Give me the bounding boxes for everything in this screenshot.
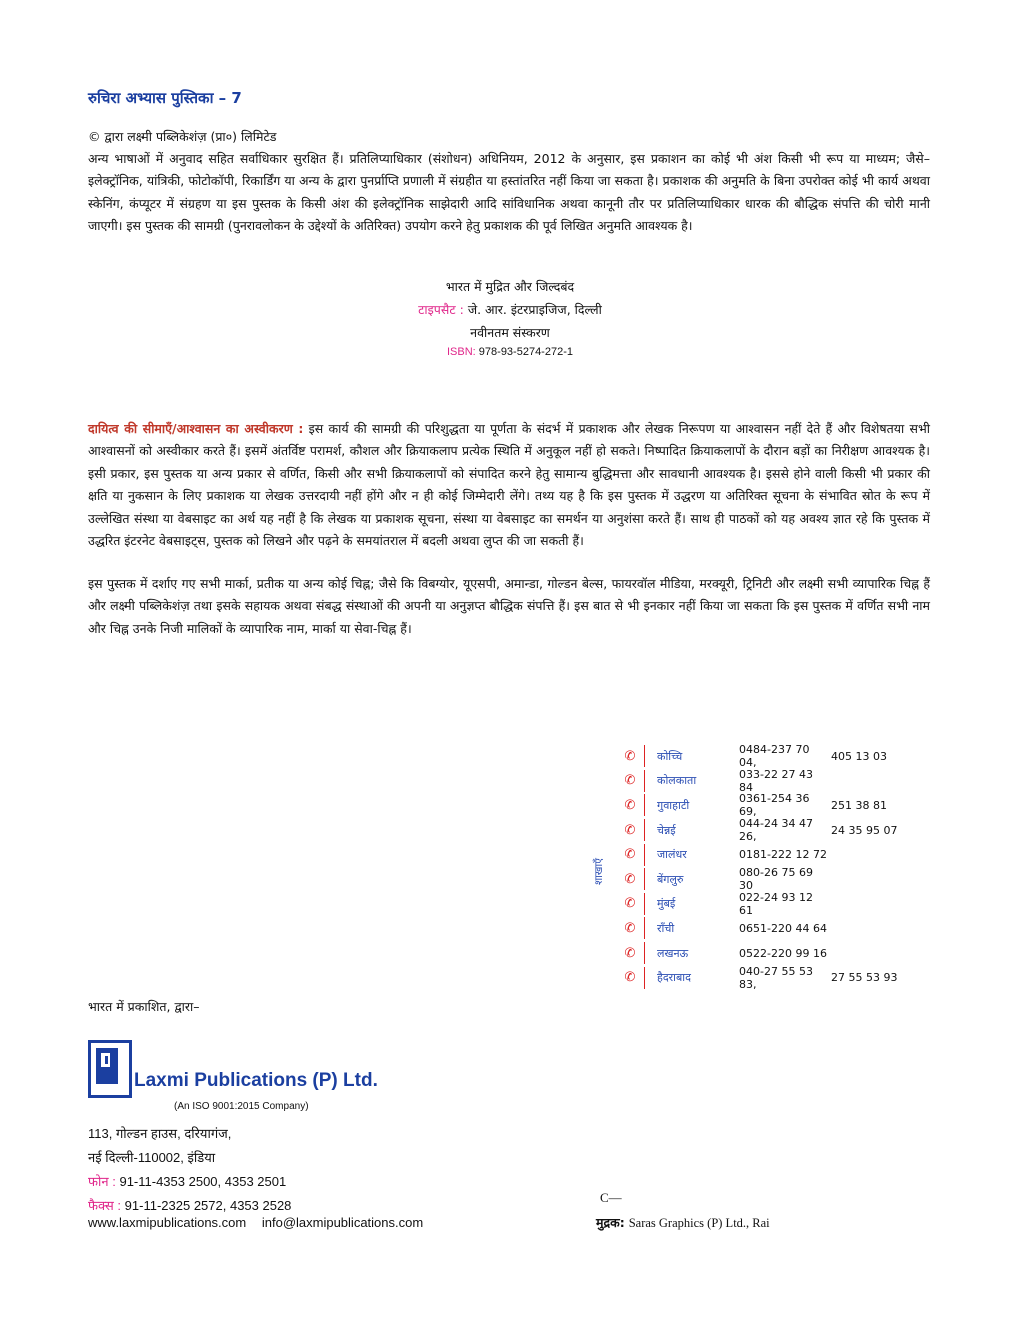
phone-value: 91-11-4353 2500, 4353 2501 bbox=[119, 1174, 287, 1189]
branch-phone: 080-26 75 69 30 bbox=[739, 866, 813, 893]
branch-phone: 0181-222 12 72 bbox=[739, 848, 827, 862]
typeset-value: जे. आर. इंटरप्राइजिज, दिल्ली bbox=[467, 302, 602, 317]
branch-city: राँची bbox=[657, 921, 675, 935]
fax-label: फैक्स : bbox=[88, 1198, 122, 1213]
phone-icon: ✆ bbox=[616, 942, 645, 964]
disclaimer-heading: दायित्व की सीमाएँ/आश्वासन का अस्वीकरण : bbox=[88, 421, 304, 436]
branch-city: कोच्चि bbox=[657, 749, 683, 763]
web-line bbox=[88, 1215, 423, 1230]
phone-line bbox=[88, 1172, 286, 1190]
edition: नवीनतम संस्करण bbox=[470, 325, 550, 340]
printer-line bbox=[596, 1214, 770, 1231]
printer-value: Saras Graphics (P) Ltd., Rai bbox=[628, 1216, 770, 1230]
email-link[interactable]: info@laxmipublications.com bbox=[261, 1215, 424, 1230]
fax-value: 91-11-2325 2572, 4353 2528 bbox=[124, 1198, 292, 1213]
branches-label: शाखाएँ bbox=[593, 858, 605, 886]
branch-phone: 0522-220 99 16 bbox=[739, 946, 827, 960]
isbn-line bbox=[300, 346, 720, 358]
branch-row bbox=[616, 793, 916, 818]
branch-row bbox=[616, 818, 916, 843]
branch-phone-2: 251 38 81 bbox=[831, 798, 887, 812]
phone-icon: ✆ bbox=[616, 819, 645, 841]
phone-icon: ✆ bbox=[616, 893, 645, 915]
branch-row bbox=[616, 965, 916, 990]
copyright-text: अन्य भाषाओं में अनुवाद सहित सर्वाधिकार सुरक्षित हैं। प्रतिलिप्याधिकार (संशोधन) अधिनियम, 2012 के अनुसार, इस प्रकाशन का कोई भी अंश किसी भी रूप या माध्यम; जैसे–इलेक्ट्रॉनिक, यांत्रिकी, फोटोकॉपी, रिकार्डिंग या अन्य के द्वारा पुनर्प्राप्ति प्रणाली में संग्रहीत या हस्तांतरित नहीं किया जा सकता है। प्रकाशक की अनुमति के बिना उपरोक्त कोई भी कार्य अथवा स्केनिंग, कंप्यूटर में संग्रहण या इस पुस्तक के किसी अंश की इलेक्ट्रॉनिक साझेदारी आदि सांविधानिक अथवा कानूनी तौर पर प्रतिलिप्याधिकार धारक की बौद्धिक संपत्ति की चोरी मानी जाएगी। इस पुस्तक की सामग्री (पुनरावलोकन के उद्देश्यों के अतिरिक्त) उपयोग करने हेतु प्रकाशक की पूर्व लिखित अनुमति आवश्यक है। bbox=[88, 151, 930, 234]
fax-line bbox=[88, 1196, 291, 1214]
printer-label: मुद्रक: bbox=[596, 1215, 625, 1230]
branch-phone-2: 27 55 53 93 bbox=[831, 971, 898, 985]
typeset-line bbox=[300, 301, 720, 318]
branch-phone: 033-22 27 43 84 bbox=[739, 767, 813, 794]
phone-icon: ✆ bbox=[616, 844, 645, 866]
isbn-value: 978-93-5274-272-1 bbox=[478, 346, 573, 358]
branch-phone-2: 405 13 03 bbox=[831, 749, 887, 763]
branch-row bbox=[616, 769, 916, 794]
branch-city: चेन्नई bbox=[657, 823, 676, 837]
branch-row bbox=[616, 916, 916, 941]
branch-row bbox=[616, 941, 916, 966]
printed-in-india: भारत में मुद्रित और जिल्दबंद bbox=[445, 279, 575, 294]
copyright-line: © द्वारा लक्ष्मी पब्लिकेशंज़ (प्रा०) लिमिटेड bbox=[88, 129, 277, 144]
branch-city: मुंबई bbox=[657, 897, 676, 911]
phone-icon: ✆ bbox=[616, 917, 645, 939]
phone-icon: ✆ bbox=[616, 868, 645, 890]
branch-phone: 0651-220 44 64 bbox=[739, 921, 827, 935]
phone-icon: ✆ bbox=[616, 745, 645, 767]
published-by: भारत में प्रकाशित, द्वारा– bbox=[88, 999, 200, 1014]
phone-icon: ✆ bbox=[616, 794, 645, 816]
branch-city: कोलकाता bbox=[657, 774, 697, 788]
phone-icon: ✆ bbox=[616, 967, 645, 989]
branch-city: हैदराबाद bbox=[657, 971, 692, 985]
phone-label: फोन : bbox=[88, 1174, 116, 1189]
branch-city: बेंगलुरु bbox=[657, 872, 684, 886]
branch-phone: 0361-254 36 69, bbox=[739, 792, 810, 819]
publisher-logo bbox=[88, 1040, 132, 1098]
trademark-text: इस पुस्तक में दर्शाए गए सभी मार्का, प्रतीक या अन्य कोई चिह्न; जैसे कि विबग्योर, यूएसपी, अमान्डा, गोल्डन बेल्स, फायरवॉल मीडिया, मरक्यूरी, ट्रिनिटी और लक्ष्मी सभी व्यापारिक चिह्न हैं और लक्ष्मी पब्लिकेशंज़ तथा इसके सहायक अथवा संबद्ध संस्थाओं की अपनी या अनुज्ञप्त बौद्धिक संपत्ति हैं। इस बात से भी इनकार नहीं किया जा सकता कि इस पुस्तक में वर्णित सभी नाम और चिह्न उनके निजी मालिकों के व्यापारिक नाम, मार्का या सेवा-चिह्न हैं। bbox=[88, 576, 930, 636]
branch-city: गुवाहाटी bbox=[657, 798, 690, 812]
iso-note: (An ISO 9001:2015 Company) bbox=[174, 1101, 309, 1112]
phone-icon: ✆ bbox=[616, 770, 645, 792]
branch-city: जालंधर bbox=[657, 848, 687, 862]
address-line-2: नई दिल्ली-110002, इंडिया bbox=[88, 1150, 216, 1165]
typeset-label: टाइपसैट : bbox=[418, 302, 464, 317]
branch-phone: 0484-237 70 04, bbox=[739, 743, 810, 770]
branch-row bbox=[616, 867, 916, 892]
branch-phone-2: 24 35 95 07 bbox=[831, 823, 898, 837]
website-link[interactable]: www.laxmipublications.com bbox=[88, 1215, 247, 1230]
branch-row bbox=[616, 744, 916, 769]
code: C— bbox=[600, 1190, 622, 1205]
branch-phone: 040-27 55 53 83, bbox=[739, 964, 813, 991]
branch-list bbox=[616, 744, 916, 990]
branch-city: लखनऊ bbox=[657, 946, 689, 960]
company-name: Laxmi Publications (P) Ltd. bbox=[134, 1070, 378, 1091]
branch-row bbox=[616, 892, 916, 917]
book-title: रुचिरा अभ्यास पुस्तिका – 7 bbox=[88, 89, 242, 107]
branch-row bbox=[616, 842, 916, 867]
address-line-1: 113, गोल्डन हाउस, दरियागंज, bbox=[88, 1126, 232, 1141]
branch-phone: 022-24 93 12 61 bbox=[739, 890, 813, 917]
disclaimer bbox=[88, 418, 930, 552]
disclaimer-text: इस कार्य की सामग्री की परिशुद्धता या पूर्णता के संदर्भ में प्रकाशक और लेखक निरूपण या आश्वासन नहीं देते हैं और विशेषतया सभी आश्वासनों को अस्वीकार करते हैं। इसमें अंतर्विष्ट परामर्श, कौशल और क्रियाकलाप प्रत्येक स्थिति में अनुकूल नहीं हो सकते। निष्पादित क्रियाकलापों के दौरान बड़ों का निरीक्षण आवश्यक है। इसी प्रकार, इस पुस्तक या अन्य प्रकार से वर्णित, किसी और सभी क्रियाकलापों को संपादित करने हेतु सामान्य बुद्धिमत्ता और सावधानी आवश्यक है। इससे होने वाली किसी भी प्रकार की क्षति या नुकसान के लिए प्रकाशक या लेखक उत्तरदायी नहीं होंगे और न ही कोई जिम्मेदारी लेंगे। तथ्य यह है कि इस पुस्तक में उद्धरण या अतिरिक्त सूचना के संभावित स्रोत के रूप में उल्लेखित संस्था या वेबसाइट का अर्थ यह नहीं है कि लेखक या प्रकाशक सूचना, संस्था या वेबसाइट का समर्थन या अनुशंसा करते हैं। साथ ही पाठकों को यह अवश्य ज्ञात रहे कि पुस्तक में उद्धरित इंटरनेट वेबसाइट्स, पुस्तक को लिखने और पढ़ने के समयांतराल में बदली अथवा लुप्त की जा सकती हैं। bbox=[88, 421, 930, 549]
isbn-label: ISBN: bbox=[447, 346, 476, 358]
branch-phone: 044-24 34 47 26, bbox=[739, 817, 813, 844]
